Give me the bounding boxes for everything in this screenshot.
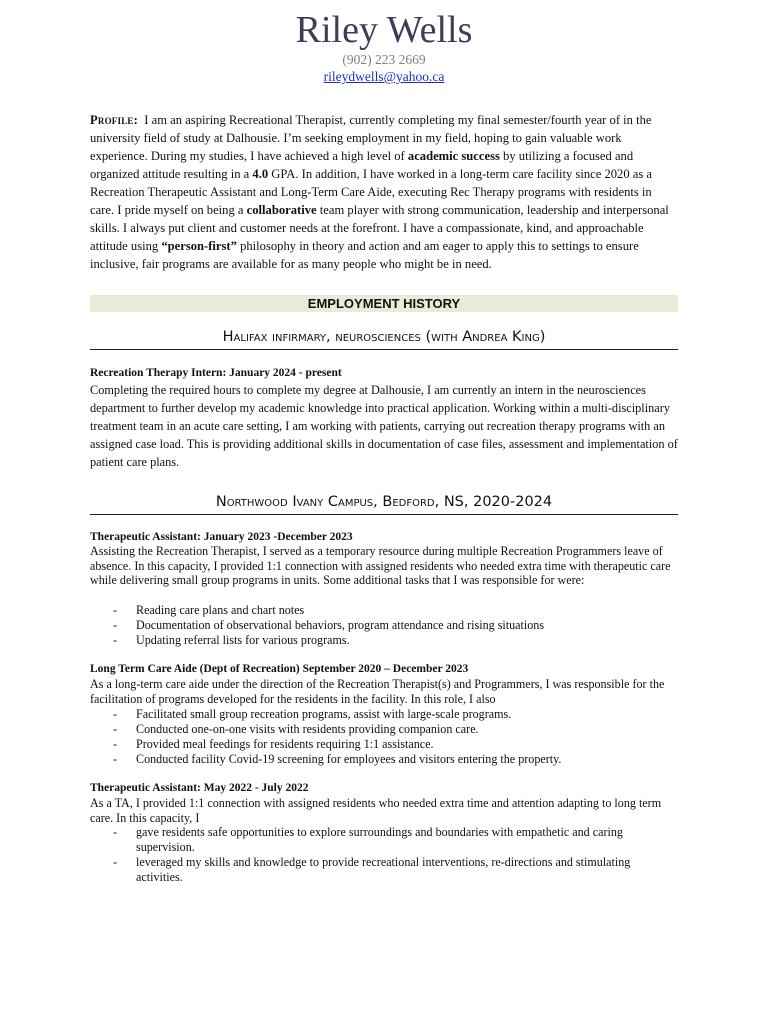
job-description: Completing the required hours to complete my degree at Dalhousie, I am currently an intern in the neurosciences department to further develop my academic knowledge into practical application. Working within a multi-disciplinary treatment team in an acute care setting, I am working with patients, carrying out recreation therapy programs with an assigned case load. This is providing additional skills in documentation of case files, assessment and implementation of patient care plans.	[90, 383, 678, 469]
dash-bullet: -	[113, 855, 118, 869]
list-item: - Conducted facility Covid-19 screening for employees and visitors entering the property.	[113, 752, 562, 766]
profile-text: by utilizing a focused and organized attitude resulting in a	[90, 149, 634, 181]
dash-bullet: -	[113, 603, 118, 617]
list-item: - Provided meal feedings for residents requiring 1:1 assistance.	[113, 737, 434, 751]
email-link[interactable]: rileydwells@yahoo.ca	[323, 69, 445, 84]
list-item: - leveraged my skills and knowledge to provide recreational interventions, re-directions and stimulating activities.	[113, 855, 631, 884]
job-title: Therapeutic Assistant: May 2022 - July 2022	[90, 782, 309, 794]
profile-highlight: 4.0	[252, 167, 269, 181]
dash-bullet: -	[113, 737, 118, 751]
list-item: - Conducted one-on-one visits with residents providing companion care.	[113, 722, 479, 736]
job-title: Long Term Care Aide (Dept of Recreation) September 2020 – December 2023	[90, 663, 469, 675]
duty-list	[90, 707, 678, 767]
employer-heading: Northwood Ivany Campus, Bedford, NS, 2020-2024	[90, 493, 678, 515]
phone-number: (902) 223 2669	[342, 52, 426, 67]
employer-heading: Halifax infirmary, neurosciences (with Andrea King)	[90, 328, 678, 350]
profile-text: philosophy in theory and action and am eager to apply this to settings to ensure inclusive, fair programs are available for as many people who might be in need.	[90, 239, 639, 271]
list-item: - Documentation of observational behaviors, program attendance and rising situations	[113, 618, 545, 632]
dash-bullet: -	[113, 633, 118, 647]
dash-bullet: -	[113, 825, 118, 839]
section-heading-employment: EMPLOYMENT HISTORY	[90, 295, 678, 312]
profile-text: I am an aspiring Recreational Therapist, currently completing my final semester/fourth year of in the university field of study at Dalhousie. I’m seeking employment in my field, hoping to gain valuable work experience. During my studies, I have achieved a high level of	[90, 113, 652, 163]
candidate-name: Riley Wells	[295, 9, 473, 51]
dash-bullet: -	[113, 707, 118, 721]
duty-list	[90, 603, 678, 648]
job-title: Therapeutic Assistant: January 2023 -December 2023	[90, 531, 353, 543]
list-item: - Reading care plans and chart notes	[113, 603, 305, 617]
dash-bullet: -	[113, 752, 118, 766]
profile-highlight: “person-first”	[161, 239, 237, 253]
dash-bullet: -	[113, 722, 118, 736]
list-item: - Facilitated small group recreation programs, assist with large-scale programs.	[113, 707, 512, 721]
dash-bullet: -	[113, 618, 118, 632]
job-description: As a long-term care aide under the direction of the Recreation Therapist(s) and Programmers, I was responsible for the facilitation of programs developed for the residents in the facility. In this role, I also	[90, 677, 665, 706]
list-item: - Updating referral lists for various programs.	[113, 633, 350, 647]
list-item: - gave residents safe opportunities to explore surroundings and boundaries with empathetic and caring supervision.	[113, 825, 623, 854]
profile-paragraph	[90, 111, 678, 273]
profile-label: Profile:	[90, 113, 138, 127]
job-description: Assisting the Recreation Therapist, I served as a temporary resource during multiple Recreation Programmers leave of absence. In this capacity, I provided 1:1 connection with assigned residents who needed extra time with therapeutic care while delivering small group programs in units. Some additional tasks that I was responsible for were:	[90, 544, 671, 588]
profile-text: GPA. In addition, I have worked in a long-term care facility since 2020 as a Recreation Therapeutic Assistant and Long-Term Care Aide, executing Rec Therapy programs with residents in care. I pride myself on being a	[90, 167, 653, 217]
profile-highlight: collaborative	[246, 203, 317, 217]
profile-text: team player with strong communication, leadership and interpersonal skills. I always put client and customer needs at the forefront. I have a compassionate, kind, and approachable attitude using	[90, 203, 669, 253]
email-line	[0, 69, 768, 85]
job-description: As a TA, I provided 1:1 connection with assigned residents who needed extra time and attention adapting to long term care. In this capacity, I	[90, 796, 662, 825]
duty-list	[90, 825, 678, 885]
profile-highlight: academic success	[407, 149, 500, 163]
job-title: Recreation Therapy Intern: January 2024 - present	[90, 367, 342, 379]
